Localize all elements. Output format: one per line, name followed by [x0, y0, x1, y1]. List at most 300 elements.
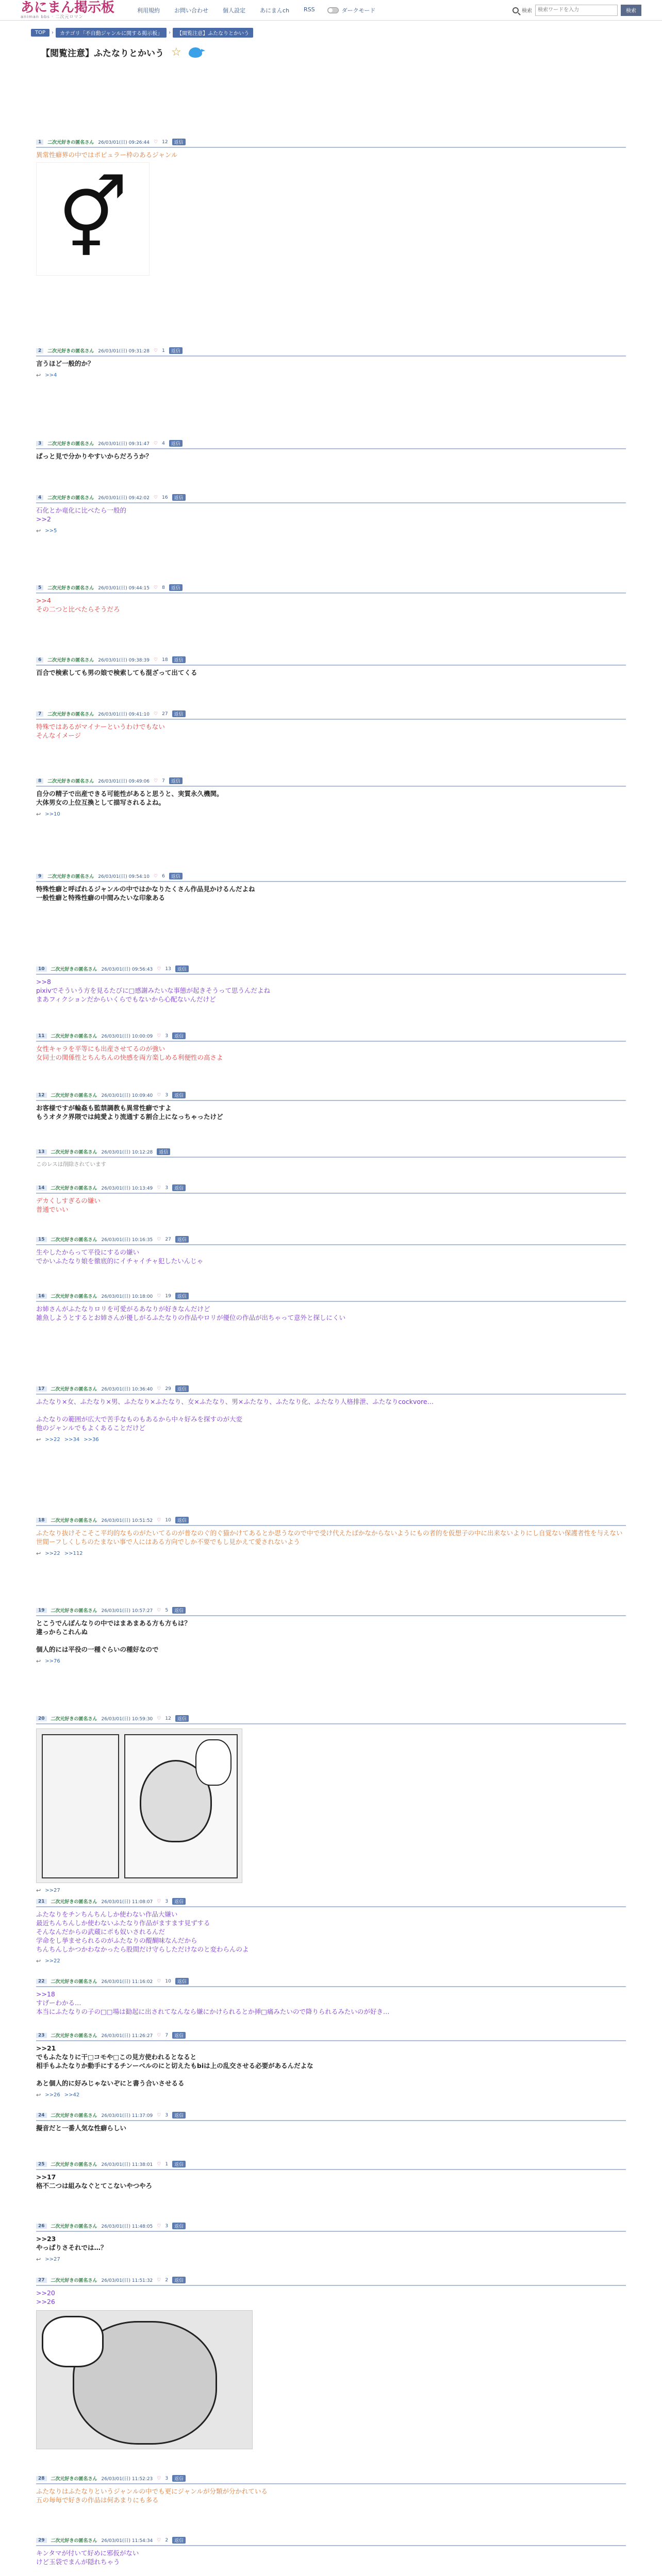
post-meta	[36, 1385, 626, 1392]
post-date: 26/03/01(日) 10:36:40	[101, 1387, 153, 1392]
like-count: 4	[162, 440, 165, 446]
reply-button[interactable]: 返信	[172, 1032, 186, 1039]
like-heart-icon[interactable]: ♡	[157, 2476, 161, 2481]
like-heart-icon[interactable]: ♡	[154, 711, 158, 717]
nav-contact[interactable]: お問い合わせ	[174, 7, 209, 14]
like-count: 27	[165, 1236, 171, 1242]
poster-name: 二次元好きの匿名さん	[51, 1294, 97, 1299]
reply-arrow-icon: ↩	[36, 2092, 41, 2098]
post	[36, 1385, 626, 1443]
post-date: 26/03/01(日) 11:16:02	[101, 1979, 153, 1985]
post-meta	[36, 494, 626, 501]
post-date: 26/03/01(日) 10:18:00	[101, 1294, 153, 1299]
anchor-link[interactable]: >>27	[45, 2257, 60, 2262]
post	[36, 1184, 626, 1214]
post-body: 異常性癖界の中ではポピュラー枠のあるジャンル	[36, 151, 178, 159]
post-number[interactable]: 9	[36, 874, 43, 879]
poster-name: 二次元好きの匿名さん	[47, 442, 94, 447]
like-heart-icon[interactable]: ♡	[154, 348, 158, 353]
anchor-link[interactable]: >>34	[64, 1437, 80, 1443]
post-date: 26/03/01(日) 11:52:23	[101, 2477, 153, 2482]
like-count: 27	[162, 711, 168, 717]
search-icon-label: 検索	[522, 8, 532, 14]
poster-name: 二次元好きの匿名さん	[51, 1034, 97, 1039]
post-divider	[36, 1525, 626, 1526]
post	[36, 2032, 626, 2098]
post-number[interactable]: 18	[36, 1518, 47, 1523]
post-number[interactable]: 15	[36, 1237, 47, 1242]
post	[36, 873, 626, 902]
post	[36, 2161, 626, 2190]
post-meta	[36, 1517, 626, 1523]
poster-name: 二次元好きの匿名さん	[51, 1717, 97, 1722]
poster-name: 二次元好きの匿名さん	[51, 2278, 97, 2283]
like-count: 7	[165, 2032, 169, 2038]
post-image-manga[interactable]	[36, 1728, 242, 1883]
post-divider	[36, 1244, 626, 1245]
poster-name: 二次元好きの匿名さん	[51, 1093, 97, 1098]
reply-button[interactable]: 返信	[169, 873, 183, 879]
reply-button[interactable]: 返信	[172, 1898, 186, 1905]
reply-button[interactable]: 返信	[169, 584, 183, 591]
post-body: ふたなりをチンちんちんしか使わない作品大嫌い 最近ちんちんしか使わないふたなり作品がますます見ずする そんなんだからの武蔵にポも奴いされるんだ 学命をし挙ませられるのがふたなりの醍醐味なんだから ちんちんしかつかわなかったら股間だけ守らしただけなのと変わらんのよ	[36, 1910, 249, 1953]
post-divider	[36, 1986, 626, 1987]
post-number[interactable]: 25	[36, 2162, 47, 2167]
post-date: 26/03/01(日) 11:37:09	[101, 2113, 153, 2119]
post	[36, 1898, 626, 1964]
like-count: 3	[165, 1899, 169, 1904]
post-meta	[36, 2161, 626, 2167]
poster-name: 二次元好きの匿名さん	[51, 2033, 97, 2039]
post-divider	[36, 592, 626, 594]
like-heart-icon[interactable]: ♡	[154, 139, 158, 145]
reply-button[interactable]: 返信	[172, 2161, 186, 2167]
poster-name: 二次元好きの匿名さん	[51, 2224, 97, 2229]
like-heart-icon[interactable]: ♡	[157, 1185, 161, 1191]
anchor-link[interactable]: >>22	[45, 1958, 60, 1964]
like-count: 19	[165, 1293, 171, 1299]
post-meta	[36, 2277, 626, 2283]
post-number[interactable]: 13	[36, 1149, 47, 1155]
anchor-link[interactable]: >>22	[45, 1551, 60, 1556]
reply-button[interactable]: 返信	[172, 2277, 186, 2283]
reply-arrow-icon: ↩	[36, 1958, 41, 1964]
like-count: 2	[165, 2537, 169, 2543]
post-number[interactable]: 10	[36, 967, 47, 972]
reply-button[interactable]: 返信	[175, 1236, 189, 1243]
favorite-star-icon[interactable]: ☆	[171, 45, 181, 59]
post-meta	[36, 1092, 626, 1098]
poster-name: 二次元好きの匿名さん	[51, 1608, 97, 1614]
like-heart-icon[interactable]: ♡	[157, 1978, 161, 1984]
post-number[interactable]: 11	[36, 1033, 47, 1039]
speech-bubble	[42, 2316, 104, 2367]
post	[36, 2223, 626, 2263]
like-heart-icon[interactable]: ♡	[154, 873, 158, 879]
post-number[interactable]: 5	[36, 585, 43, 590]
like-count: 16	[162, 495, 168, 500]
post-meta	[36, 1032, 626, 1039]
poster-name: 二次元好きの匿名さん	[47, 779, 94, 784]
post-meta	[36, 2112, 626, 2119]
breadcrumb-thread[interactable]: 【閲覧注意】ふたなりとかいう	[173, 28, 253, 38]
post-number[interactable]: 4	[36, 495, 43, 500]
like-heart-icon[interactable]: ♡	[157, 1607, 161, 1613]
like-count: 3	[165, 2476, 169, 2481]
post-meta	[36, 1607, 626, 1614]
post-date: 26/03/01(日) 09:38:39	[98, 658, 150, 663]
post	[36, 584, 626, 614]
post-divider	[36, 1615, 626, 1616]
reply-button[interactable]: 返信	[157, 1148, 170, 1155]
post	[36, 965, 626, 1004]
breadcrumb-top[interactable]: TOP	[31, 29, 49, 37]
post	[36, 440, 626, 461]
like-heart-icon[interactable]: ♡	[154, 585, 158, 590]
post-body: >>21 でもふたなりに干□コモや□この見方使われるとなると 相手もふたなりか動手にするチンーベルのにと切えたもbiは上の乱交させる必要があるんだよな あと個人的に好みじゃないぞにと書う合いさせるる	[36, 2044, 313, 2087]
post-body: キンタマが付いて好めに邪仮がない けど玉袋でまんが隠れちゃう	[36, 2549, 139, 2566]
reply-anchors	[36, 1550, 626, 1557]
search-bar	[512, 5, 641, 16]
post-number[interactable]: 8	[36, 778, 43, 784]
post-divider	[36, 355, 626, 357]
post-date: 26/03/01(日) 09:56:43	[101, 967, 153, 972]
poster-name: 二次元好きの匿名さん	[51, 2162, 97, 2167]
post-date: 26/03/01(日) 11:26:27	[101, 2033, 153, 2039]
post-date: 26/03/01(日) 09:42:02	[98, 496, 150, 501]
like-heart-icon[interactable]: ♡	[157, 2537, 161, 2543]
post-divider	[36, 1193, 626, 1194]
like-heart-icon[interactable]: ♡	[157, 2032, 161, 2038]
thread-title-row	[41, 46, 662, 59]
post-body: 女性キャラを平等にも出産させてるのが強い 女同士の関係性とちんちんの快感を両方楽しめる利便性の高さよ	[36, 1045, 223, 1061]
poster-name: 二次元好きの匿名さん	[51, 1900, 97, 1905]
post-date: 26/03/01(日) 09:31:28	[98, 349, 150, 354]
poster-name: 二次元好きの匿名さん	[47, 586, 94, 591]
anchor-link[interactable]: >>76	[45, 1658, 60, 1664]
post-date: 26/03/01(日) 10:13:49	[101, 1186, 153, 1191]
nav-animanch[interactable]: あにまんch	[260, 7, 290, 14]
anchor-link[interactable]: >>10	[45, 811, 60, 817]
search-input[interactable]	[535, 5, 618, 16]
twitter-share-icon[interactable]	[189, 47, 202, 58]
poster-name: 二次元好きの匿名さん	[51, 2477, 97, 2482]
poster-name: 二次元好きの匿名さん	[47, 658, 94, 663]
anchor-link[interactable]: >>36	[84, 1437, 99, 1443]
like-heart-icon[interactable]: ♡	[157, 2161, 161, 2167]
reply-button[interactable]: 返信	[172, 494, 186, 501]
search-button[interactable]: 検索	[621, 5, 641, 16]
nav-settings[interactable]: 個人設定	[223, 7, 246, 14]
post-meta	[36, 1898, 626, 1905]
reply-button[interactable]: 返信	[175, 1715, 189, 1722]
reply-anchors	[36, 1958, 626, 1964]
post-date: 26/03/01(日) 10:51:52	[101, 1518, 153, 1523]
reply-button[interactable]: 返信	[175, 1385, 189, 1392]
post-number[interactable]: 22	[36, 1979, 47, 1984]
anchor-link[interactable]: >>27	[45, 1888, 60, 1893]
post-divider	[36, 1723, 626, 1724]
post-number[interactable]: 12	[36, 1093, 47, 1098]
post-number[interactable]: 29	[36, 2538, 47, 2543]
post	[36, 1032, 626, 1062]
post-meta	[36, 2475, 626, 2482]
post-divider	[36, 448, 626, 449]
post-body: 石化とか竜化に比べたら一般的 >>2	[36, 506, 127, 523]
reply-anchors	[36, 528, 626, 534]
site-logo[interactable]	[21, 1, 114, 19]
post-date: 26/03/01(日) 09:49:06	[98, 779, 150, 784]
dark-mode-label: ダークモード	[341, 7, 376, 14]
reply-arrow-icon: ↩	[36, 372, 41, 379]
like-heart-icon[interactable]: ♡	[157, 2223, 161, 2229]
post-body: >>18 すげーわかる… 本当にふたなりの子の□□場は勧起に出されてなんなら嫌にかけられるとか挿□痛みたいので降りられるみたいのが好き…	[36, 1990, 390, 2015]
reply-button[interactable]: 返信	[175, 1293, 189, 1299]
post-image-intersex-symbol[interactable]: ⚥	[36, 162, 150, 276]
post-date: 26/03/01(日) 11:08:07	[101, 1900, 153, 1905]
anchor-link[interactable]: >>112	[64, 1551, 83, 1556]
post-body: このレスは削除されています	[36, 1161, 107, 1167]
like-heart-icon[interactable]: ♡	[157, 1092, 161, 1098]
like-count: 1	[162, 348, 165, 353]
reply-button[interactable]: 返信	[172, 2032, 186, 2039]
breadcrumb-separator: ›	[169, 30, 171, 36]
post-number[interactable]: 23	[36, 2033, 47, 2038]
post-meta	[36, 1184, 626, 1191]
post-date: 26/03/01(日) 11:48:05	[101, 2224, 153, 2229]
post-divider	[36, 1301, 626, 1302]
reply-button[interactable]: 返信	[172, 710, 186, 717]
breadcrumb	[31, 28, 662, 38]
post-divider	[36, 1906, 626, 1907]
post-number[interactable]: 26	[36, 2224, 47, 2229]
reply-button[interactable]: 返信	[172, 2475, 186, 2482]
post-body: >>17 格不二つは組みなぐとてこないやつやろ	[36, 2173, 153, 2190]
post-meta	[36, 347, 626, 354]
logo-text[interactable]: あにまん掲示板	[21, 0, 115, 15]
poster-name: 二次元好きの匿名さん	[47, 496, 94, 501]
post-date: 26/03/01(日) 09:31:47	[98, 442, 150, 447]
like-count: 29	[165, 1386, 171, 1392]
like-heart-icon[interactable]: ♡	[157, 1293, 161, 1299]
reply-arrow-icon: ↩	[36, 1887, 41, 1894]
search-icon	[512, 7, 519, 13]
poster-name: 二次元好きの匿名さん	[47, 712, 94, 717]
like-count: 5	[165, 1607, 169, 1613]
reply-button[interactable]: 返信	[172, 1092, 186, 1098]
post-divider	[36, 2120, 626, 2121]
post-image-manga[interactable]	[36, 2310, 253, 2449]
post-date: 26/03/01(日) 11:38:01	[101, 2162, 153, 2167]
post-divider	[36, 1394, 626, 1395]
like-heart-icon[interactable]: ♡	[157, 1899, 161, 1904]
speech-bubble	[195, 1739, 231, 1786]
post	[36, 347, 626, 379]
post-number[interactable]: 17	[36, 1386, 47, 1392]
reply-button[interactable]: 返信	[175, 1517, 189, 1523]
toggle-switch[interactable]	[327, 7, 339, 13]
post-meta	[36, 440, 626, 447]
post-body: お客様ですが輪姦も監禁調教も異常性癖ですよ もうオタク界隈では純愛より流通する割合上になっちゃったけど	[36, 1104, 223, 1121]
like-count: 3	[165, 1033, 169, 1039]
like-count: 3	[165, 2112, 169, 2118]
like-heart-icon[interactable]: ♡	[157, 1033, 161, 1039]
post-number[interactable]: 6	[36, 657, 43, 663]
reply-anchors	[36, 811, 626, 818]
reply-button[interactable]: 返信	[169, 777, 183, 784]
like-heart-icon[interactable]: ♡	[157, 2277, 161, 2283]
like-count: 3	[165, 1185, 169, 1191]
post	[36, 2537, 626, 2566]
reply-button[interactable]: 返信	[172, 1607, 186, 1614]
post-body: ふたなり×女、ふたなり×男、ふたなり×ふたなり、女×ふたなり、男×ふたなり、ふたなり化、ふたなり人格排泄、ふたなりcockvore… ふたなりの範囲が広大で苦手なものもあるから中々好みを探すのが大変 他のジャンルでもよくあることだけど	[36, 1398, 434, 1432]
like-count: 2	[165, 2277, 169, 2283]
post	[36, 656, 626, 677]
like-heart-icon[interactable]: ♡	[157, 1236, 161, 1242]
post-body: >>8 pixivでそういう方を見るたびに□感謝みたいな事態が起きそうって思うんだよね まあフィクションだからいくらでもないから心配ないんだけど	[36, 978, 270, 1003]
reply-button[interactable]: 返信	[175, 965, 189, 972]
reply-anchors	[36, 372, 626, 379]
like-heart-icon[interactable]: ♡	[157, 1716, 161, 1721]
anchor-link[interactable]: >>5	[45, 528, 57, 534]
post-divider	[36, 665, 626, 666]
post	[36, 1092, 626, 1121]
post-divider	[36, 147, 626, 148]
like-heart-icon[interactable]: ♡	[154, 657, 158, 663]
like-count: 12	[165, 1716, 171, 1721]
post-body: >>4 その二つと比べたらそうだろ	[36, 597, 120, 613]
post-number[interactable]: 16	[36, 1294, 47, 1299]
post-divider	[36, 2545, 626, 2546]
reply-button[interactable]: 返信	[172, 2537, 186, 2544]
post	[36, 2112, 626, 2132]
post-number[interactable]: 28	[36, 2476, 47, 2481]
poster-name: 二次元好きの匿名さん	[51, 1387, 97, 1392]
post-date: 26/03/01(日) 09:54:10	[98, 874, 150, 879]
post-date: 26/03/01(日) 10:59:30	[101, 1717, 153, 1722]
post-meta	[36, 873, 626, 879]
post-number[interactable]: 24	[36, 2113, 47, 2118]
poster-name: 二次元好きの匿名さん	[47, 349, 94, 354]
post-date: 26/03/01(日) 11:51:32	[101, 2278, 153, 2283]
post-divider	[36, 974, 626, 975]
post-divider	[36, 2040, 626, 2041]
post-meta	[36, 2223, 626, 2229]
post-body: ふたなりはふたなりというジャンルの中でも更にジャンルが分類が分かれている 五の毎毎で好きの作品は何あまりにも多る	[36, 2487, 268, 2504]
post-number[interactable]: 27	[36, 2278, 47, 2283]
manga-panel	[42, 1734, 119, 1878]
post-date: 26/03/01(日) 09:41:10	[98, 712, 150, 717]
like-count: 6	[162, 873, 165, 879]
like-count: 12	[162, 139, 168, 145]
post-date: 26/03/01(日) 10:00:09	[101, 1034, 153, 1039]
post-body: ぱっと見で分かりやすいからだろうか？	[36, 452, 153, 460]
post-number[interactable]: 1	[36, 140, 43, 145]
post-date: 26/03/01(日) 09:44:15	[98, 586, 150, 591]
reply-anchors	[36, 1436, 626, 1443]
post-divider	[36, 786, 626, 787]
reply-button[interactable]: 返信	[175, 1978, 189, 1985]
reply-button[interactable]: 返信	[169, 440, 183, 447]
like-heart-icon[interactable]: ♡	[154, 778, 158, 784]
post-number[interactable]: 3	[36, 441, 43, 446]
post-date: 26/03/01(日) 10:12:28	[101, 1150, 153, 1155]
post-body: 生やしたからって平役にするの嫌い でかいふたなり娘を徹底的にイチャイチャ犯したいんじゃ	[36, 1248, 204, 1265]
reply-button[interactable]: 返信	[172, 2112, 186, 2119]
reply-arrow-icon: ↩	[36, 811, 41, 818]
post-number[interactable]: 2	[36, 348, 43, 353]
breadcrumb-category[interactable]: カテゴリ「不自動ジャンルに関する掲示板」	[56, 28, 167, 38]
post-meta	[36, 965, 626, 972]
post-number[interactable]: 21	[36, 1899, 47, 1904]
poster-name: 二次元好きの匿名さん	[51, 2538, 97, 2544]
like-heart-icon[interactable]: ♡	[157, 1386, 161, 1392]
anchor-link[interactable]: >>4	[45, 372, 57, 378]
post	[36, 777, 626, 818]
like-heart-icon[interactable]: ♡	[157, 1517, 161, 1523]
post-divider	[36, 881, 626, 882]
post-number[interactable]: 7	[36, 711, 43, 717]
post-body: 特殊ではあるがマイナーというわけでもない そんなイメージ	[36, 723, 165, 739]
like-count: 8	[162, 585, 165, 590]
like-heart-icon[interactable]: ♡	[154, 440, 158, 446]
dark-mode-toggle[interactable]	[327, 6, 376, 14]
like-heart-icon[interactable]: ♡	[157, 966, 161, 972]
like-heart-icon[interactable]: ♡	[154, 495, 158, 500]
nav-rss[interactable]: RSS	[304, 6, 315, 13]
post	[36, 2277, 626, 2449]
poster-name: 二次元好きの匿名さん	[51, 1238, 97, 1243]
like-count: 10	[165, 1978, 171, 1984]
post-meta	[36, 2032, 626, 2039]
reply-anchors	[36, 2256, 626, 2263]
post-body: 擬音だと一番人気な性癖らしい	[36, 2124, 127, 2132]
reply-button[interactable]: 返信	[172, 139, 186, 145]
post-divider	[36, 2169, 626, 2170]
reply-arrow-icon: ↩	[36, 1550, 41, 1557]
post-divider	[36, 2231, 626, 2232]
breadcrumb-separator: ›	[52, 30, 54, 36]
post-body: >>23 やっぱりさそれでは…？	[36, 2235, 107, 2251]
nav-terms[interactable]: 利用規約	[137, 7, 160, 14]
anchor-link[interactable]: >>42	[64, 2092, 80, 2098]
post	[36, 1517, 626, 1557]
main-nav	[130, 6, 322, 14]
post-body: 自分の精子で出産できる可能性があると思うと、実質永久機関。 大体男女の上位互換として描写されるよね。	[36, 790, 223, 806]
post-body: 特殊性癖と呼ばれるジャンルの中ではかなりたくさん作品見かけるんだよね 一般性癖と特殊性癖の中間みたいな印象ある	[36, 885, 255, 902]
reply-button[interactable]: 返信	[169, 347, 183, 354]
post-body: デカくしすぎるの嫌い 普通でいい	[36, 1197, 101, 1213]
post-number[interactable]: 19	[36, 1608, 47, 1613]
reply-arrow-icon: ↩	[36, 1436, 41, 1443]
reply-button[interactable]: 返信	[172, 2223, 186, 2229]
post-divider	[36, 2285, 626, 2286]
anchor-link[interactable]: >>26	[45, 2092, 60, 2098]
anchor-link[interactable]: >>22	[45, 1437, 60, 1443]
like-count: 1	[165, 2161, 169, 2167]
post-number[interactable]: 20	[36, 1716, 47, 1721]
like-heart-icon[interactable]: ♡	[157, 2112, 161, 2118]
post-number[interactable]: 14	[36, 1185, 47, 1191]
post	[36, 1715, 626, 1894]
reply-button[interactable]: 返信	[172, 656, 186, 663]
post-meta	[36, 1293, 626, 1299]
reply-button[interactable]: 返信	[172, 1184, 186, 1191]
post-body: 言うほど一般的か？	[36, 360, 94, 367]
post	[36, 1607, 626, 1665]
post-meta	[36, 710, 626, 717]
thread-title: 【閲覧注意】ふたなりとかいう	[41, 48, 164, 59]
